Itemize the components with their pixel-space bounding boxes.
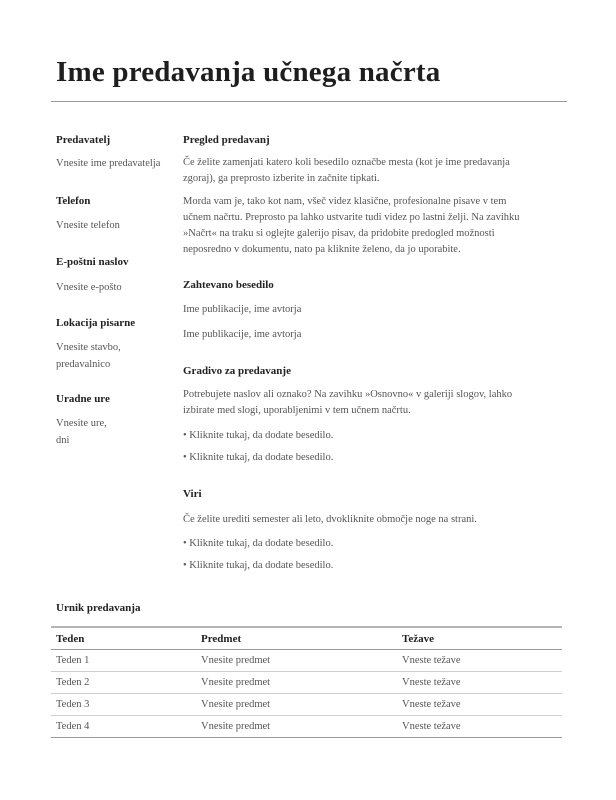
week-cell[interactable]: Teden 1: [51, 650, 196, 672]
schedule-header-row: [51, 627, 562, 650]
sources-text[interactable]: Če želite urediti semester ali leto, dvokliknite območje noge na strani.: [183, 514, 477, 525]
required-text-item[interactable]: Ime publikacije, ime avtorja: [183, 304, 302, 315]
overview-text[interactable]: »Načrt« na traku si oglejte galerijo pisav, da pridobite predogled možnosti: [183, 228, 495, 239]
materials-bullet[interactable]: • Kliknite tukaj, da dodate besedilo.: [183, 452, 334, 463]
materials-text[interactable]: Potrebujete naslov ali oznako? Na zavihku »Osnovno« v galeriji slogov, lahko: [183, 389, 513, 400]
column-header-week: Teden: [51, 627, 196, 650]
materials-text[interactable]: izbirate med slogi, uporabljenimi v tem učnem načrtu.: [183, 405, 411, 416]
problems-cell[interactable]: Vneste težave: [397, 716, 562, 738]
sources-bullet[interactable]: • Kliknite tukaj, da dodate besedilo.: [183, 560, 334, 571]
schedule-title: Urnik predavanja: [56, 602, 141, 614]
problems-cell[interactable]: Vneste težave: [397, 650, 562, 672]
instructor-value[interactable]: Vnesite ime predavatelja: [56, 158, 161, 169]
column-header-problems: Težave: [397, 627, 562, 650]
required-text-item[interactable]: Ime publikacije, ime avtorja: [183, 329, 302, 340]
office-value-line1[interactable]: Vnesite stavbo,: [56, 342, 121, 353]
week-cell[interactable]: Teden 2: [51, 672, 196, 694]
materials-heading: Gradivo za predavanje: [183, 365, 291, 377]
sources-bullet[interactable]: • Kliknite tukaj, da dodate besedilo.: [183, 538, 334, 549]
office-hours-label: Uradne ure: [56, 393, 110, 405]
overview-text[interactable]: neposredno v dokumentu, nato pa kliknite želeno, da jo uporabite.: [183, 244, 461, 255]
materials-bullet[interactable]: • Kliknite tukaj, da dodate besedilo.: [183, 430, 334, 441]
week-cell[interactable]: Teden 3: [51, 694, 196, 716]
problems-cell[interactable]: Vneste težave: [397, 672, 562, 694]
table-row: [51, 694, 562, 716]
overview-text[interactable]: učnem načrtu. Preprosto pa lahko ustvarite tudi videz po lastni želji. Na zavihku: [183, 212, 520, 223]
subject-cell[interactable]: Vnesite predmet: [196, 716, 397, 738]
subject-cell[interactable]: Vnesite predmet: [196, 672, 397, 694]
schedule-table: [51, 626, 562, 738]
email-label: E-poštni naslov: [56, 256, 129, 268]
office-label: Lokacija pisarne: [56, 317, 136, 329]
title-divider: [51, 101, 567, 102]
week-cell[interactable]: Teden 4: [51, 716, 196, 738]
problems-cell[interactable]: Vneste težave: [397, 694, 562, 716]
office-value-line2[interactable]: predavalnico: [56, 359, 111, 370]
table-row: [51, 672, 562, 694]
phone-label: Telefon: [56, 195, 91, 207]
office-hours-value-line1[interactable]: Vnesite ure,: [56, 418, 107, 429]
column-header-subject: Predmet: [196, 627, 397, 650]
office-hours-value-line2[interactable]: dni: [56, 435, 70, 446]
overview-text[interactable]: zgoraj), ga preprosto izberite in začnite tipkati.: [183, 173, 380, 184]
subject-cell[interactable]: Vnesite predmet: [196, 650, 397, 672]
table-row: [51, 650, 562, 672]
email-value[interactable]: Vnesite e-pošto: [56, 282, 122, 293]
overview-text[interactable]: Morda vam je, tako kot nam, všeč videz klasične, profesionalne pisave v tem: [183, 196, 507, 207]
table-row: [51, 716, 562, 738]
overview-text[interactable]: Če želite zamenjati katero koli besedilo označbe mesta (kot je ime predavanja: [183, 157, 510, 168]
required-text-heading: Zahtevano besedilo: [183, 279, 274, 291]
sources-heading: Viri: [183, 488, 202, 500]
overview-heading: Pregled predavanj: [183, 134, 270, 146]
subject-cell[interactable]: Vnesite predmet: [196, 694, 397, 716]
page-title: Ime predavanja učnega načrta: [56, 56, 441, 88]
phone-value[interactable]: Vnesite telefon: [56, 220, 120, 231]
instructor-label: Predavatelj: [56, 134, 111, 146]
